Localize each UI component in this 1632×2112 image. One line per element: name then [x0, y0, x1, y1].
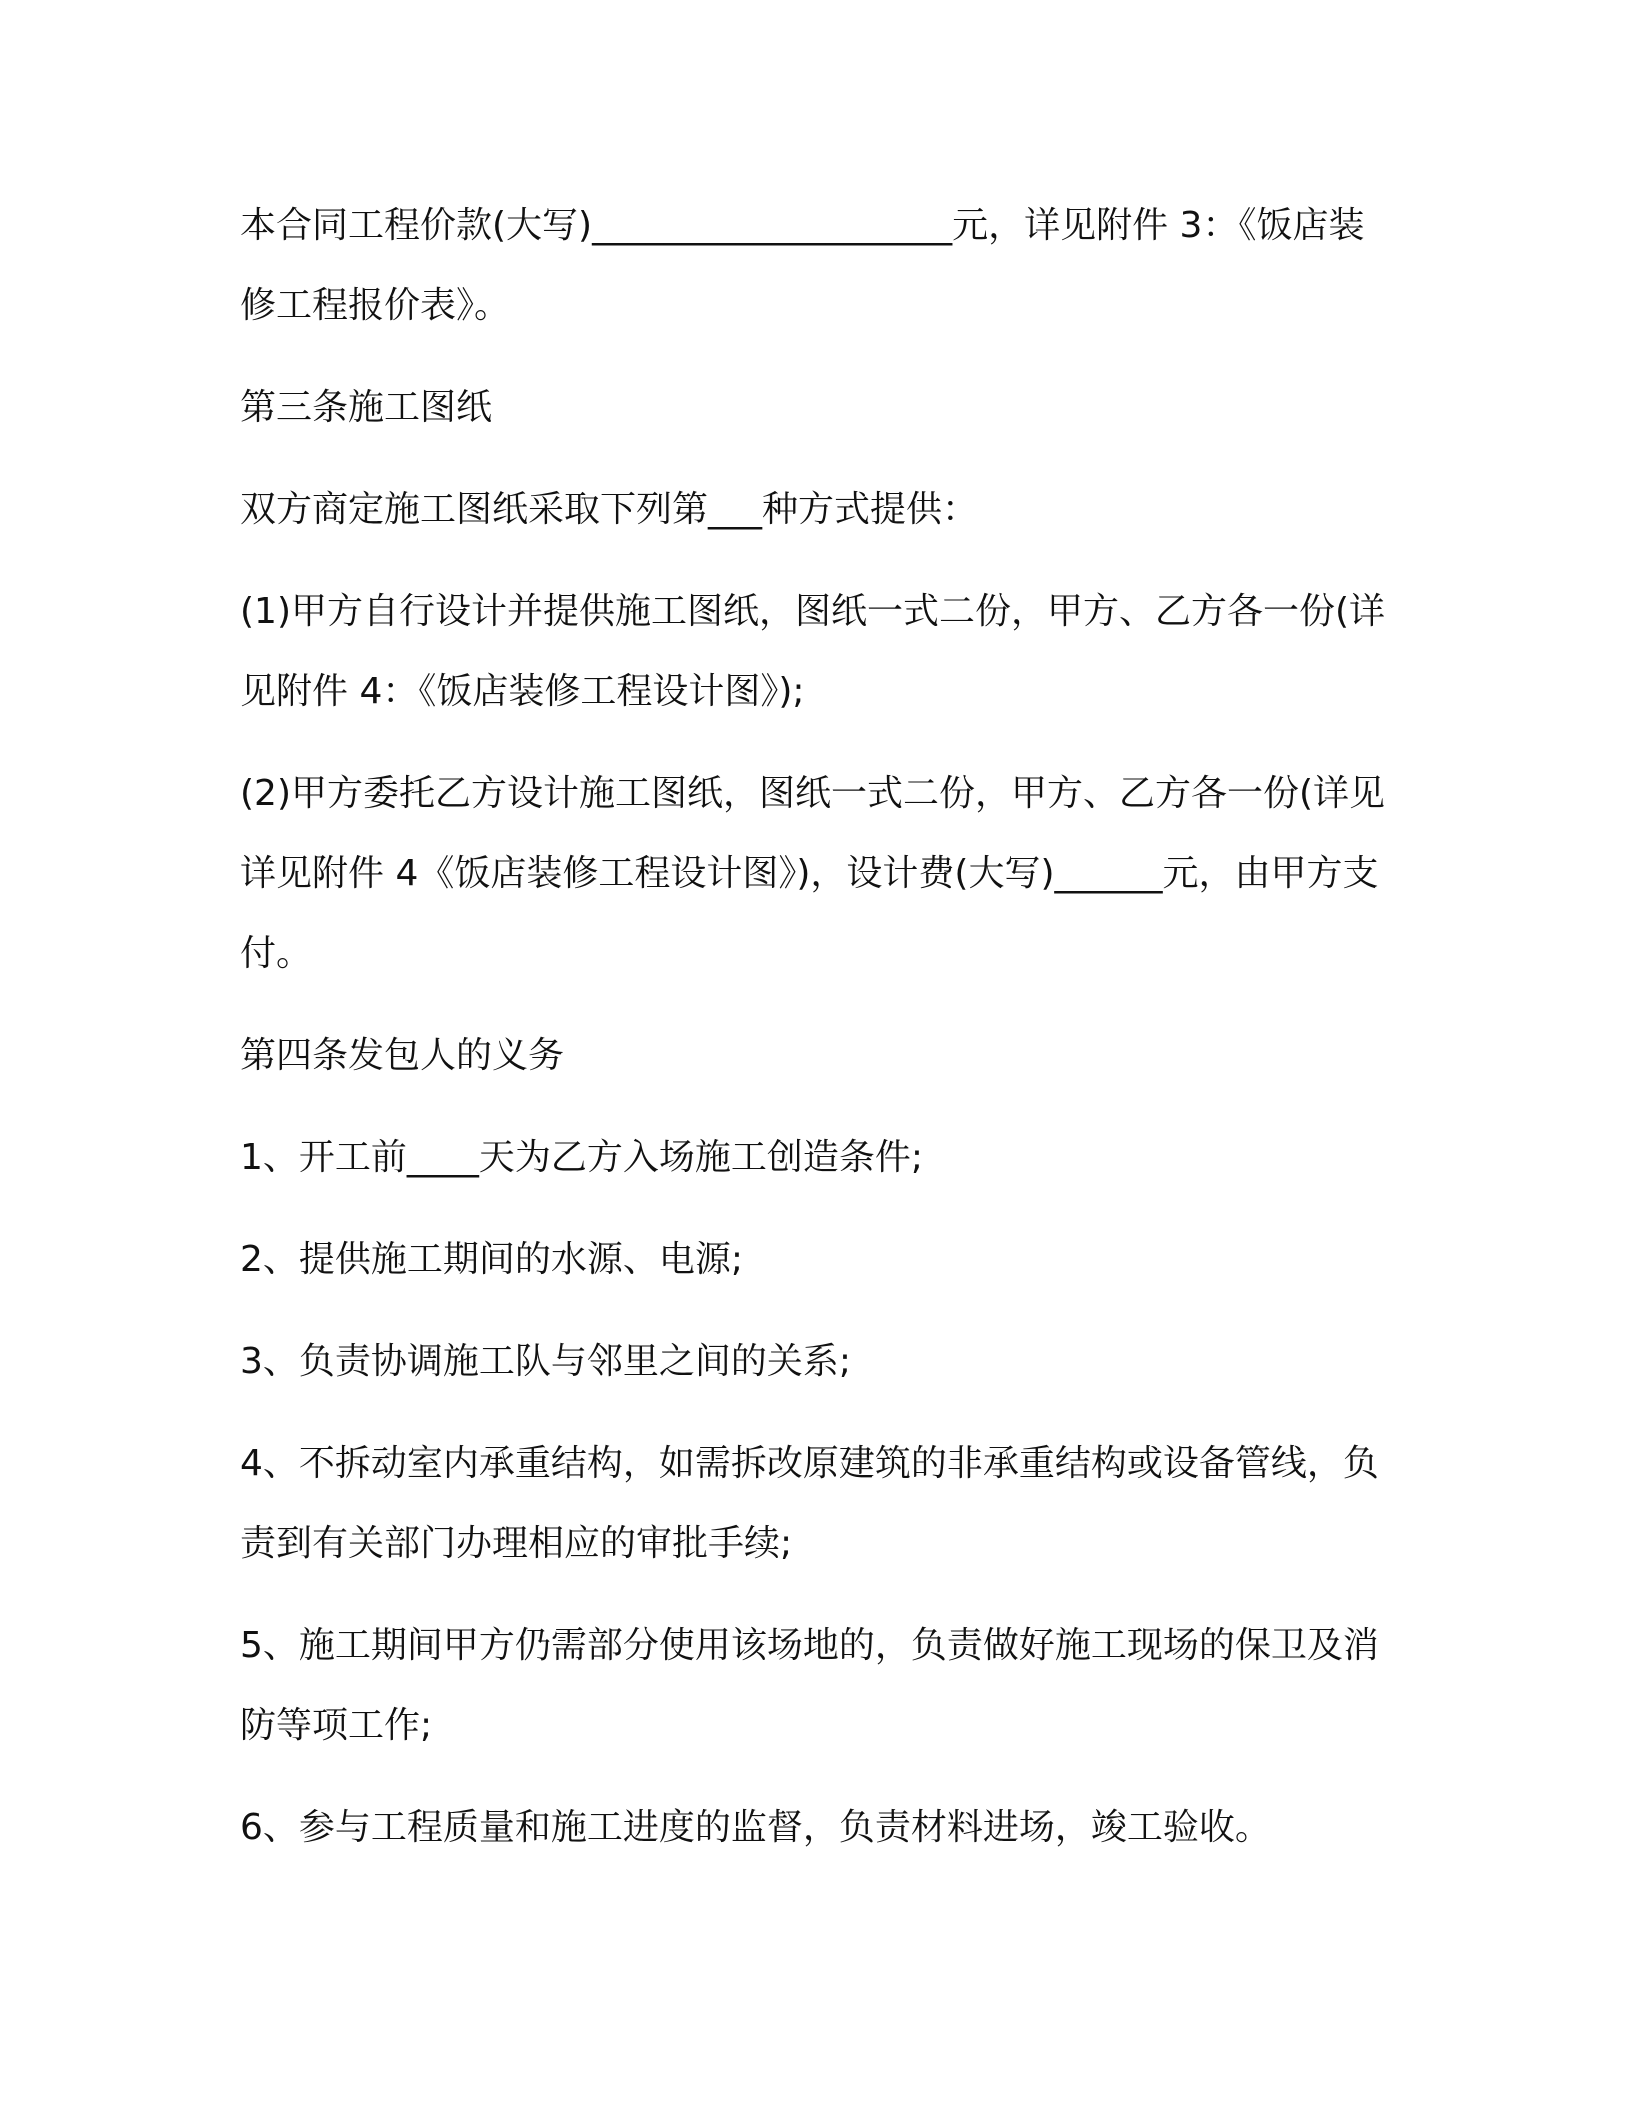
document-body [240, 186, 1390, 1890]
contract-price-paragraph: 本合同工程价款(大写)____________________元，详见附件 3：《饭店装修工程报价表》。 [240, 205, 1365, 326]
obligation-item-6: 6、参与工程质量和施工进度的监督，负责材料进场，竣工验收。 [240, 1807, 1271, 1848]
drawing-method-paragraph: 双方商定施工图纸采取下列第___种方式提供： [240, 489, 979, 530]
obligation-item-5: 5、施工期间甲方仍需部分使用该场地的，负责做好施工现场的保卫及消防等项工作; [240, 1625, 1379, 1746]
obligation-item-2: 2、提供施工期间的水源、电源; [240, 1239, 744, 1280]
article-four-heading: 第四条发包人的义务 [240, 1035, 565, 1076]
obligation-item-3: 3、负责协调施工队与邻里之间的关系; [240, 1341, 852, 1382]
obligation-item-4: 4、不拆动室内承重结构，如需拆改原建筑的非承重结构或设备管线，负责到有关部门办理相应的审批手续; [240, 1443, 1379, 1564]
article-three-heading: 第三条施工图纸 [240, 387, 493, 428]
drawing-option-1: (1)甲方自行设计并提供施工图纸，图纸一式二份，甲方、乙方各一份(详见附件 4：《饭店装修工程设计图》); [240, 591, 1386, 712]
drawing-option-2: (2)甲方委托乙方设计施工图纸，图纸一式二份，甲方、乙方各一份(详见详见附件 4《饭店装修工程设计图》)，设计费(大写)______元，由甲方支付。 [240, 773, 1386, 974]
obligation-item-1: 1、开工前____天为乙方入场施工创造条件; [240, 1137, 924, 1178]
